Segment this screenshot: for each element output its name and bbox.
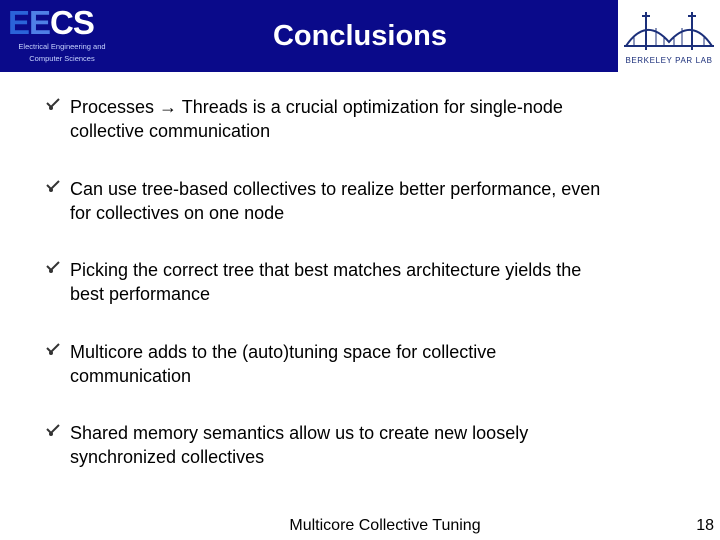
- eecs-subtitle-line1: Electrical Engineering and: [18, 42, 106, 51]
- bullet-line: Can use tree-based collectives to realize better performance, even: [70, 179, 601, 199]
- checkmark-diamond-icon: [46, 424, 60, 438]
- eecs-letter: S: [72, 4, 94, 41]
- bullet-line: communication: [70, 366, 192, 386]
- bullet-text: [70, 177, 680, 225]
- berkeley-par-lab-text: BERKELEY PAR LAB: [625, 56, 713, 65]
- bullet-text: [70, 95, 680, 143]
- slide-title: Conclusions: [272, 20, 447, 52]
- bullet-line: collective communication: [70, 121, 271, 141]
- bullet-line: Multicore adds to the (auto)tuning space for collective: [70, 342, 497, 362]
- bullet-line: Processes → Threads is a crucial optimization for single-node: [70, 97, 563, 117]
- eecs-letter: E: [8, 4, 30, 41]
- checkmark-diamond-icon: [46, 98, 60, 112]
- bullet-line: Picking the correct tree that best matches architecture yields the: [70, 260, 582, 280]
- footer-title: Multicore Collective Tuning: [289, 517, 481, 534]
- bullet-text: [70, 340, 680, 388]
- checkmark-diamond-icon: [46, 261, 60, 275]
- bullet-line: synchronized collectives: [70, 447, 265, 467]
- page-number: 18: [696, 517, 714, 534]
- checkmark-diamond-icon: [46, 343, 60, 357]
- bullet-text: [70, 421, 680, 469]
- eecs-letter: E: [29, 4, 51, 41]
- bullet-line: best performance: [70, 284, 211, 304]
- bullet-line: for collectives on one node: [70, 203, 285, 223]
- bullet-text: [70, 258, 680, 306]
- eecs-subtitle-line2: Computer Sciences: [29, 54, 95, 63]
- checkmark-diamond-icon: [46, 180, 60, 194]
- eecs-letter: C: [50, 4, 73, 41]
- bullet-line: Shared memory semantics allow us to create new loosely: [70, 423, 529, 443]
